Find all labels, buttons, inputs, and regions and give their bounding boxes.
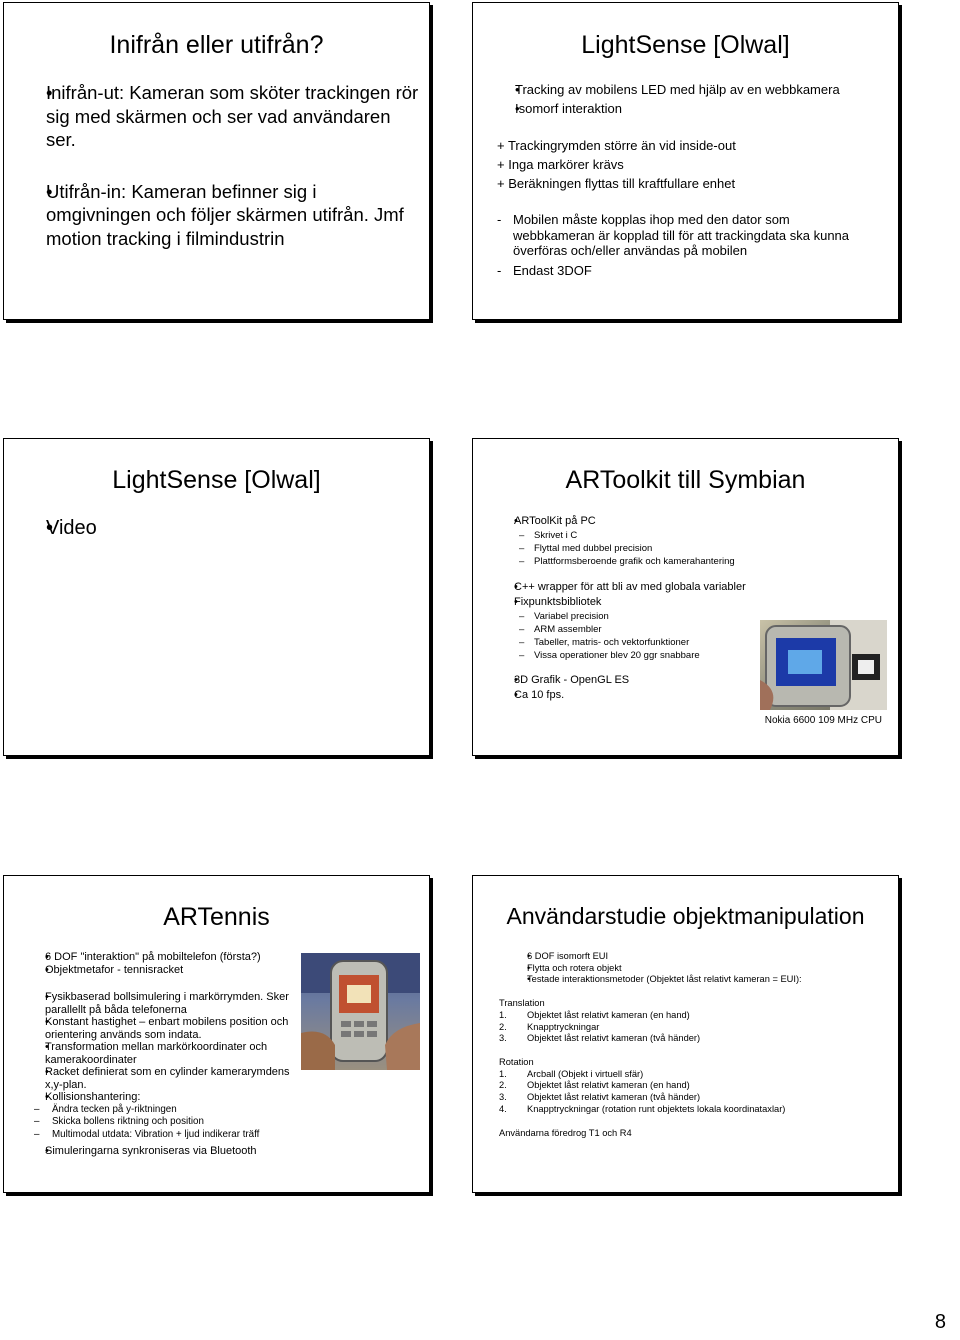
sub-item: – Skrivet i C xyxy=(519,530,578,541)
slide-anvandarstudie xyxy=(472,875,899,1193)
bullet-list xyxy=(26,516,97,540)
content xyxy=(499,951,889,1140)
study-conclusion: Användarna föredrog T1 och R4 xyxy=(499,1128,632,1139)
pros-list xyxy=(497,136,736,193)
bullet-item: • Fixpunktsbibliotek xyxy=(497,595,767,610)
bullet-item: • Isomorf interaktion xyxy=(497,99,892,118)
con-item: - Endast 3DOF xyxy=(497,262,592,278)
sub-item: – Skicka bollens riktning och position xyxy=(34,1116,204,1127)
translation-item: 2. Knapptryckningar xyxy=(499,1021,600,1032)
slide-title: Användarstudie objektmanipulation xyxy=(506,903,865,929)
sub-item: – Tabeller, matris- och vektorfunktioner xyxy=(519,637,690,648)
pro-item: + Inga markörer krävs xyxy=(497,157,624,172)
slide-title: ARTennis xyxy=(163,903,270,931)
page-number: 8 xyxy=(934,1311,946,1333)
bullet-item: • 6 DOF isomorft EUI xyxy=(499,951,889,963)
nokia-phone-photo xyxy=(760,620,887,710)
sub-item: – ARM assembler xyxy=(519,624,602,635)
slide-artoolkit-symbian xyxy=(472,438,899,756)
slide-title: Inifrån eller utifrån? xyxy=(109,31,324,59)
bullet-item: • ARToolKit på PC xyxy=(497,514,767,529)
content xyxy=(28,951,296,1158)
bullet-item: • Utifrån-in: Kameran befinner sig i omgivningen och följer skärmen utifrån. Jmf motion tracking i filmindustrin xyxy=(26,180,422,251)
bullet-list xyxy=(497,80,892,118)
pro-item: + Trackingrymden större än vid inside-out xyxy=(497,138,736,153)
slide-title: ARToolkit till Symbian xyxy=(565,466,806,494)
slide-title: LightSense [Olwal] xyxy=(581,31,790,59)
slide-title: LightSense [Olwal] xyxy=(112,466,321,494)
sub-item: – Multimodal utdata: Vibration + ljud indikerar träff xyxy=(34,1128,260,1140)
rotation-heading: Rotation xyxy=(499,1056,534,1067)
sub-item: – Flyttal med dubbel precision xyxy=(519,543,653,554)
cons-list xyxy=(497,212,872,278)
rotation-item: 3. Objektet låst relativt kameran (två händer) xyxy=(499,1092,701,1103)
bullet-item: • Testade interaktionsmetoder (Objektet låst relativt kameran = EUI): xyxy=(499,974,889,986)
bullet-item: • Tracking av mobilens LED med hjälp av en webbkamera xyxy=(497,80,892,99)
bullet-item: • Konstant hastighet – enbart mobilens position och orientering används som indata. xyxy=(28,1016,296,1041)
bullet-item: • Flytta och rotera objekt xyxy=(499,963,889,975)
translation-heading: Translation xyxy=(499,998,545,1009)
bullet-item: • Ca 10 fps. xyxy=(497,688,767,703)
translation-item: 3. Objektet låst relativt kameran (två händer) xyxy=(499,1033,701,1044)
bullet-item: • 6 DOF "interaktion" på mobiltelefon (första?) xyxy=(28,951,296,964)
sub-item: – Vissa operationer blev 20 ggr snabbare xyxy=(519,650,700,661)
slide-inifran-utifran xyxy=(3,2,430,320)
photo-caption: Nokia 6600 109 MHz CPU xyxy=(764,715,882,726)
artennis-phone-photo xyxy=(301,953,420,1070)
sub-item: – Ändra tecken på y-riktningen xyxy=(34,1103,177,1115)
bullet-item: • Video xyxy=(26,516,97,540)
slide-artennis xyxy=(3,875,430,1193)
bullet-item: • Fysikbaserad bollsimulering i markörrymden. Sker parallellt på båda telefonerna xyxy=(28,991,296,1016)
bullet-item: • Simuleringarna synkroniseras via Bluetooth xyxy=(28,1145,296,1158)
content xyxy=(497,514,767,703)
rotation-item: 2. Objektet låst relativt kameran (en hand) xyxy=(499,1080,690,1091)
rotation-item: 1. Arcball (Objekt i virtuell sfär) xyxy=(499,1068,644,1079)
sub-item: – Plattformsberoende grafik och kamerahantering xyxy=(519,556,735,567)
bullet-item: • Kollisionshantering: xyxy=(28,1091,296,1104)
slide-lightsense-video xyxy=(3,438,430,756)
bullet-item: • Racket definierat som en cylinder kamerarymdens x,y-plan. xyxy=(28,1066,296,1091)
slide-lightsense-1 xyxy=(472,2,899,320)
bullet-item: • C++ wrapper för att bli av med globala variabler xyxy=(497,580,767,595)
bullet-item: • 3D Grafik - OpenGL ES xyxy=(497,673,767,688)
pro-item: + Beräkningen flyttas till kraftfullare enhet xyxy=(497,176,736,191)
sub-item: – Variabel precision xyxy=(519,611,609,622)
bullet-item: • Transformation mellan markörkoordinater och kamerakoordinater xyxy=(28,1041,296,1066)
bullet-item: • Objektmetafor - tennisracket xyxy=(28,964,296,977)
con-item: - Mobilen måste kopplas ihop med den dator som webbkameran är kopplad till för att trackingdata ska kunna överföras och/eller användas på mobilen xyxy=(497,212,850,258)
rotation-item: 4. Knapptryckningar (rotation runt objektets lokala koordinataxlar) xyxy=(499,1103,786,1114)
translation-item: 1. Objektet låst relativt kameran (en hand) xyxy=(499,1009,690,1020)
bullet-item: • Inifrån-ut: Kameran som sköter trackingen rör sig med skärmen och ser vad användaren ser. xyxy=(26,81,422,152)
bullet-list xyxy=(26,81,422,250)
